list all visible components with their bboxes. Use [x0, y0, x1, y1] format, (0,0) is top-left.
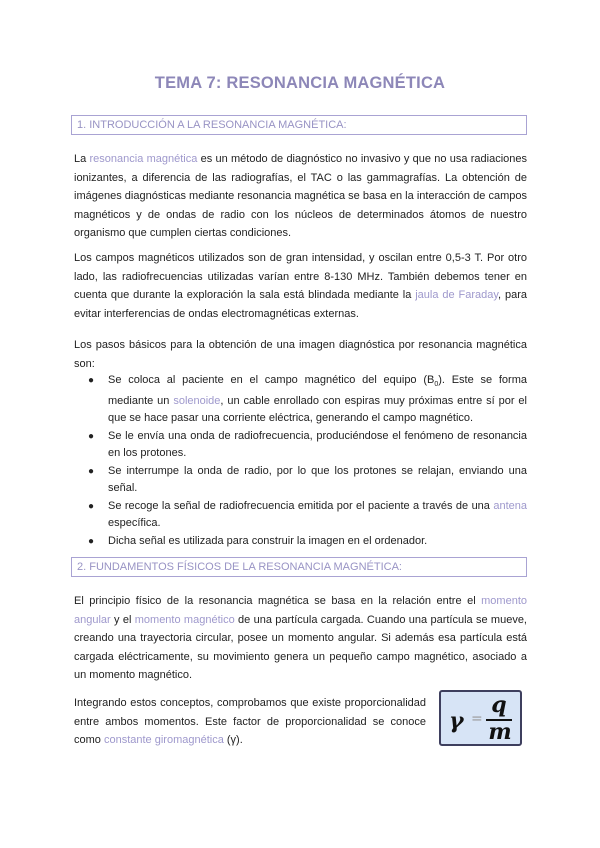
- intro-paragraph-1: La resonancia magnética es un método de diagnóstico no invasivo y que no usa radiaciones ionizantes, a diferencia de las radiografías, el TAC o las gammagrafías. La obtención de imágenes diagnósticas mediante resonancia magnética se basa en la interacción de campos magnéticos y de ondas de radio con los núcleos de determinados átomos de nuestro organismo que cumplen ciertas condiciones.: [74, 153, 527, 240]
- term-jaula-faraday: jaula de Faraday: [415, 289, 499, 302]
- gyromagnetic-formula-box: [439, 690, 522, 746]
- page-title: TEMA 7: RESONANCIA MAGNÉTICA: [154, 74, 446, 92]
- term-antena: antena: [493, 500, 527, 513]
- list-item: ● Se interrumpe la onda de radio, por lo que los protones se relajan, enviando una señal.: [88, 465, 527, 495]
- formula-denominator: m: [488, 719, 512, 745]
- list-item: ● Dicha señal es utilizada para construir la imagen en el ordenador.: [88, 535, 428, 548]
- intro-paragraph-3: Los pasos básicos para la obtención de una imagen diagnóstica por resonancia magnética son:: [74, 339, 527, 370]
- term-resonancia-magnetica: resonancia magnética: [89, 153, 198, 165]
- formula-numerator: q: [491, 692, 507, 718]
- term-constante-giromagnetica: constante giromagnética: [103, 734, 224, 747]
- section-heading-intro: 1. INTRODUCCIÓN A LA RESONANCIA MAGNÉTICA:: [71, 115, 527, 135]
- formula-gamma: γ: [449, 708, 464, 734]
- fundamentos-paragraph-2: Integrando estos conceptos, comprobamos que existe proporcionalidad entre ambos momentos. Este factor de proporcionalidad se conoce como constante giromagnética (γ).: [74, 697, 426, 747]
- section-heading-fundamentos: 2. FUNDAMENTOS FÍSICOS DE LA RESONANCIA MAGNÉTICA:: [71, 557, 527, 577]
- term-momento-magnetico: momento magnético: [134, 613, 235, 626]
- intro-paragraph-2: Los campos magnéticos utilizados son de gran intensidad, y oscilan entre 0,5-3 T. Por otro lado, las radiofrecuencias utilizadas varían entre 8-130 MHz. También debemos tener en cuenta que durante la exploración la sala está blindada mediante la jaula de Faraday, para evitar interferencias de ondas electromagnéticas externas.: [74, 252, 527, 320]
- fundamentos-paragraph-1: El principio físico de la resonancia magnética se basa en la relación entre el momento angular y el momento magnético de una partícula cargada. Cuando una partícula se mueve, creando una trayectoria circular, posee un momento angular. Si además esa partícula está cargada eléctricamente, su movimiento genera un pequeño campo magnético, asociado a un momento magnético.: [74, 595, 527, 682]
- formula-equals: =: [471, 711, 483, 727]
- list-item: ● Se recoge la señal de radiofrecuencia emitida por el paciente a través de una antena específica.: [88, 500, 527, 530]
- term-solenoide: solenoide: [173, 395, 221, 408]
- list-item: ● Se le envía una onda de radiofrecuencia, produciéndose el fenómeno de resonancia en los protones.: [88, 430, 527, 460]
- term-momento-angular: momento angular: [74, 595, 527, 626]
- steps-list: [74, 372, 527, 551]
- list-item: ● Se coloca al paciente en el campo magnético del equipo $(B_0)$. Este se forma mediante un solenoide, un cable enrollado con espiras muy próximas entre sí por el que se hace pasar una corriente eléctrica, generando el campo magnético.: [88, 374, 527, 425]
